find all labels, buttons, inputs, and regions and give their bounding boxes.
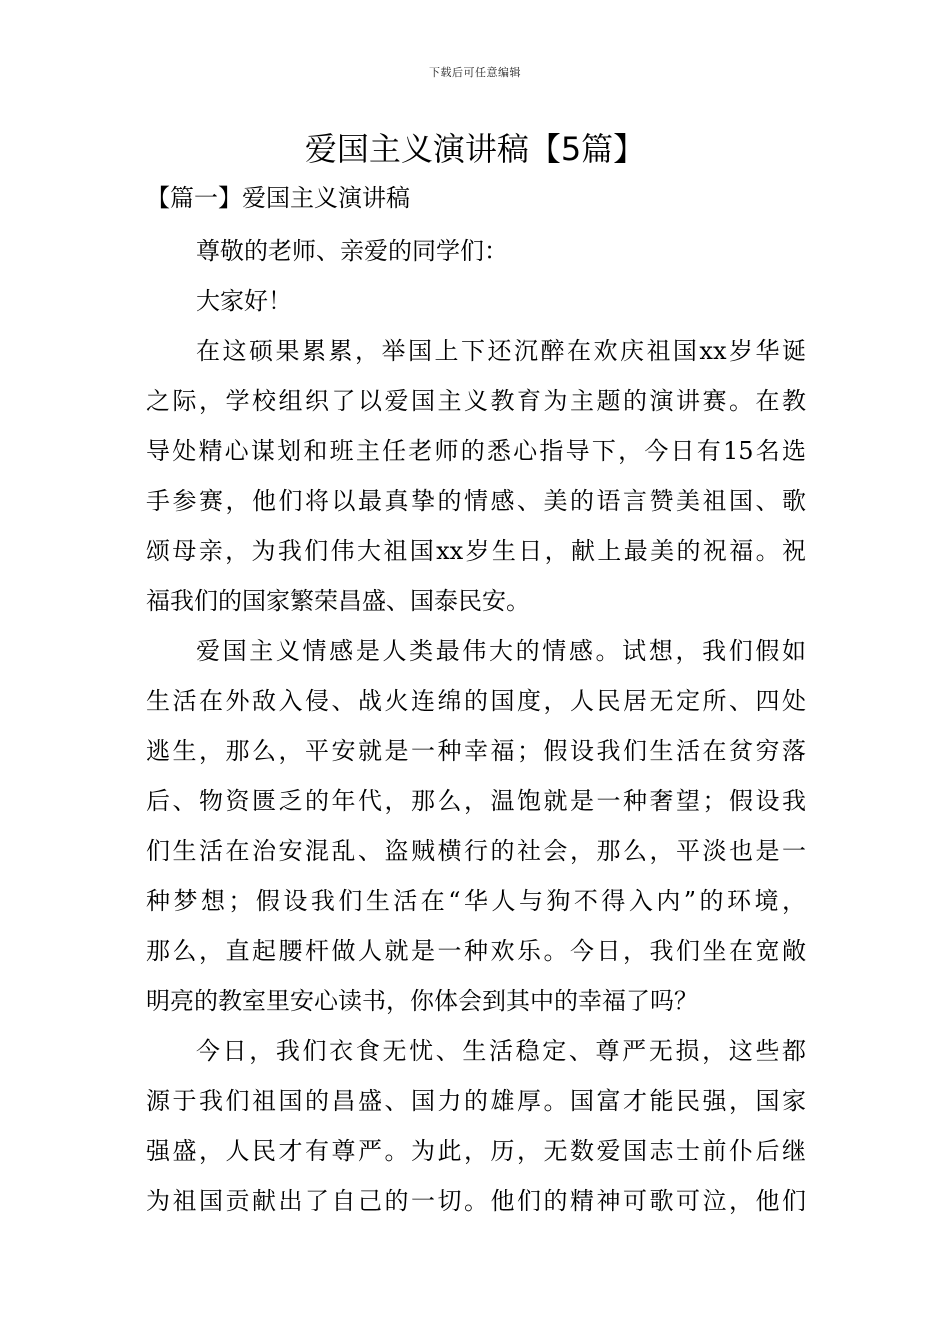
paragraph-line: 福我们的国家繁荣昌盛、国泰民安。 — [146, 587, 530, 615]
paragraph-line: 源于我们祖国的昌盛、国力的雄厚。国富才能民强，国家 — [146, 1087, 806, 1115]
header-note: 下载后可任意编辑 — [429, 66, 521, 79]
paragraph-line: 颂母亲，为我们伟大祖国xx岁生日，献上最美的祝福。祝 — [146, 537, 806, 565]
section-heading: 【篇一】爱国主义演讲稿 — [146, 184, 410, 212]
paragraph-line: 手参赛，他们将以最真挚的情感、美的语言赞美祖国、歌 — [146, 487, 806, 515]
paragraph-line: 逃生，那么，平安就是一种幸福；假设我们生活在贫穷落 — [146, 737, 806, 765]
document-body — [146, 226, 806, 1226]
salutation-line: 大家好！ — [196, 287, 292, 315]
paragraph-line: 明亮的教室里安心读书，你体会到其中的幸福了吗？ — [146, 987, 698, 1015]
greeting-line: 尊敬的老师、亲爱的同学们： — [196, 237, 508, 265]
paragraph-line: 那么，直起腰杆做人就是一种欢乐。今日，我们坐在宽敞 — [146, 937, 806, 965]
document-title: 爱国主义演讲稿【5篇】 — [304, 130, 646, 168]
paragraph-line: 强盛，人民才有尊严。为此，历，无数爱国志士前仆后继 — [146, 1137, 806, 1165]
paragraph-line: 生活在外敌入侵、战火连绵的国度，人民居无定所、四处 — [146, 687, 806, 715]
paragraph-line: 们生活在治安混乱、盗贼横行的社会，那么，平淡也是一 — [146, 837, 806, 865]
paragraph-line: 爱国主义情感是人类最伟大的情感。试想，我们假如 — [196, 637, 806, 665]
paragraph-line: 种梦想；假设我们生活在“华人与狗不得入内”的环境， — [146, 887, 806, 915]
paragraph-line: 导处精心谋划和班主任老师的悉心指导下，今日有15名选 — [146, 437, 806, 465]
paragraph-line: 后、物资匮乏的年代，那么，温饱就是一种奢望；假设我 — [146, 787, 806, 815]
paragraph-line: 在这硕果累累，举国上下还沉醉在欢庆祖国xx岁华诞 — [196, 337, 806, 365]
paragraph-line: 之际，学校组织了以爱国主义教育为主题的演讲赛。在教 — [146, 387, 806, 415]
paragraph-line: 今日，我们衣食无忧、生活稳定、尊严无损，这些都 — [196, 1037, 806, 1065]
paragraph-line: 为祖国贡献出了自己的一切。他们的精神可歌可泣，他们 — [146, 1187, 806, 1215]
